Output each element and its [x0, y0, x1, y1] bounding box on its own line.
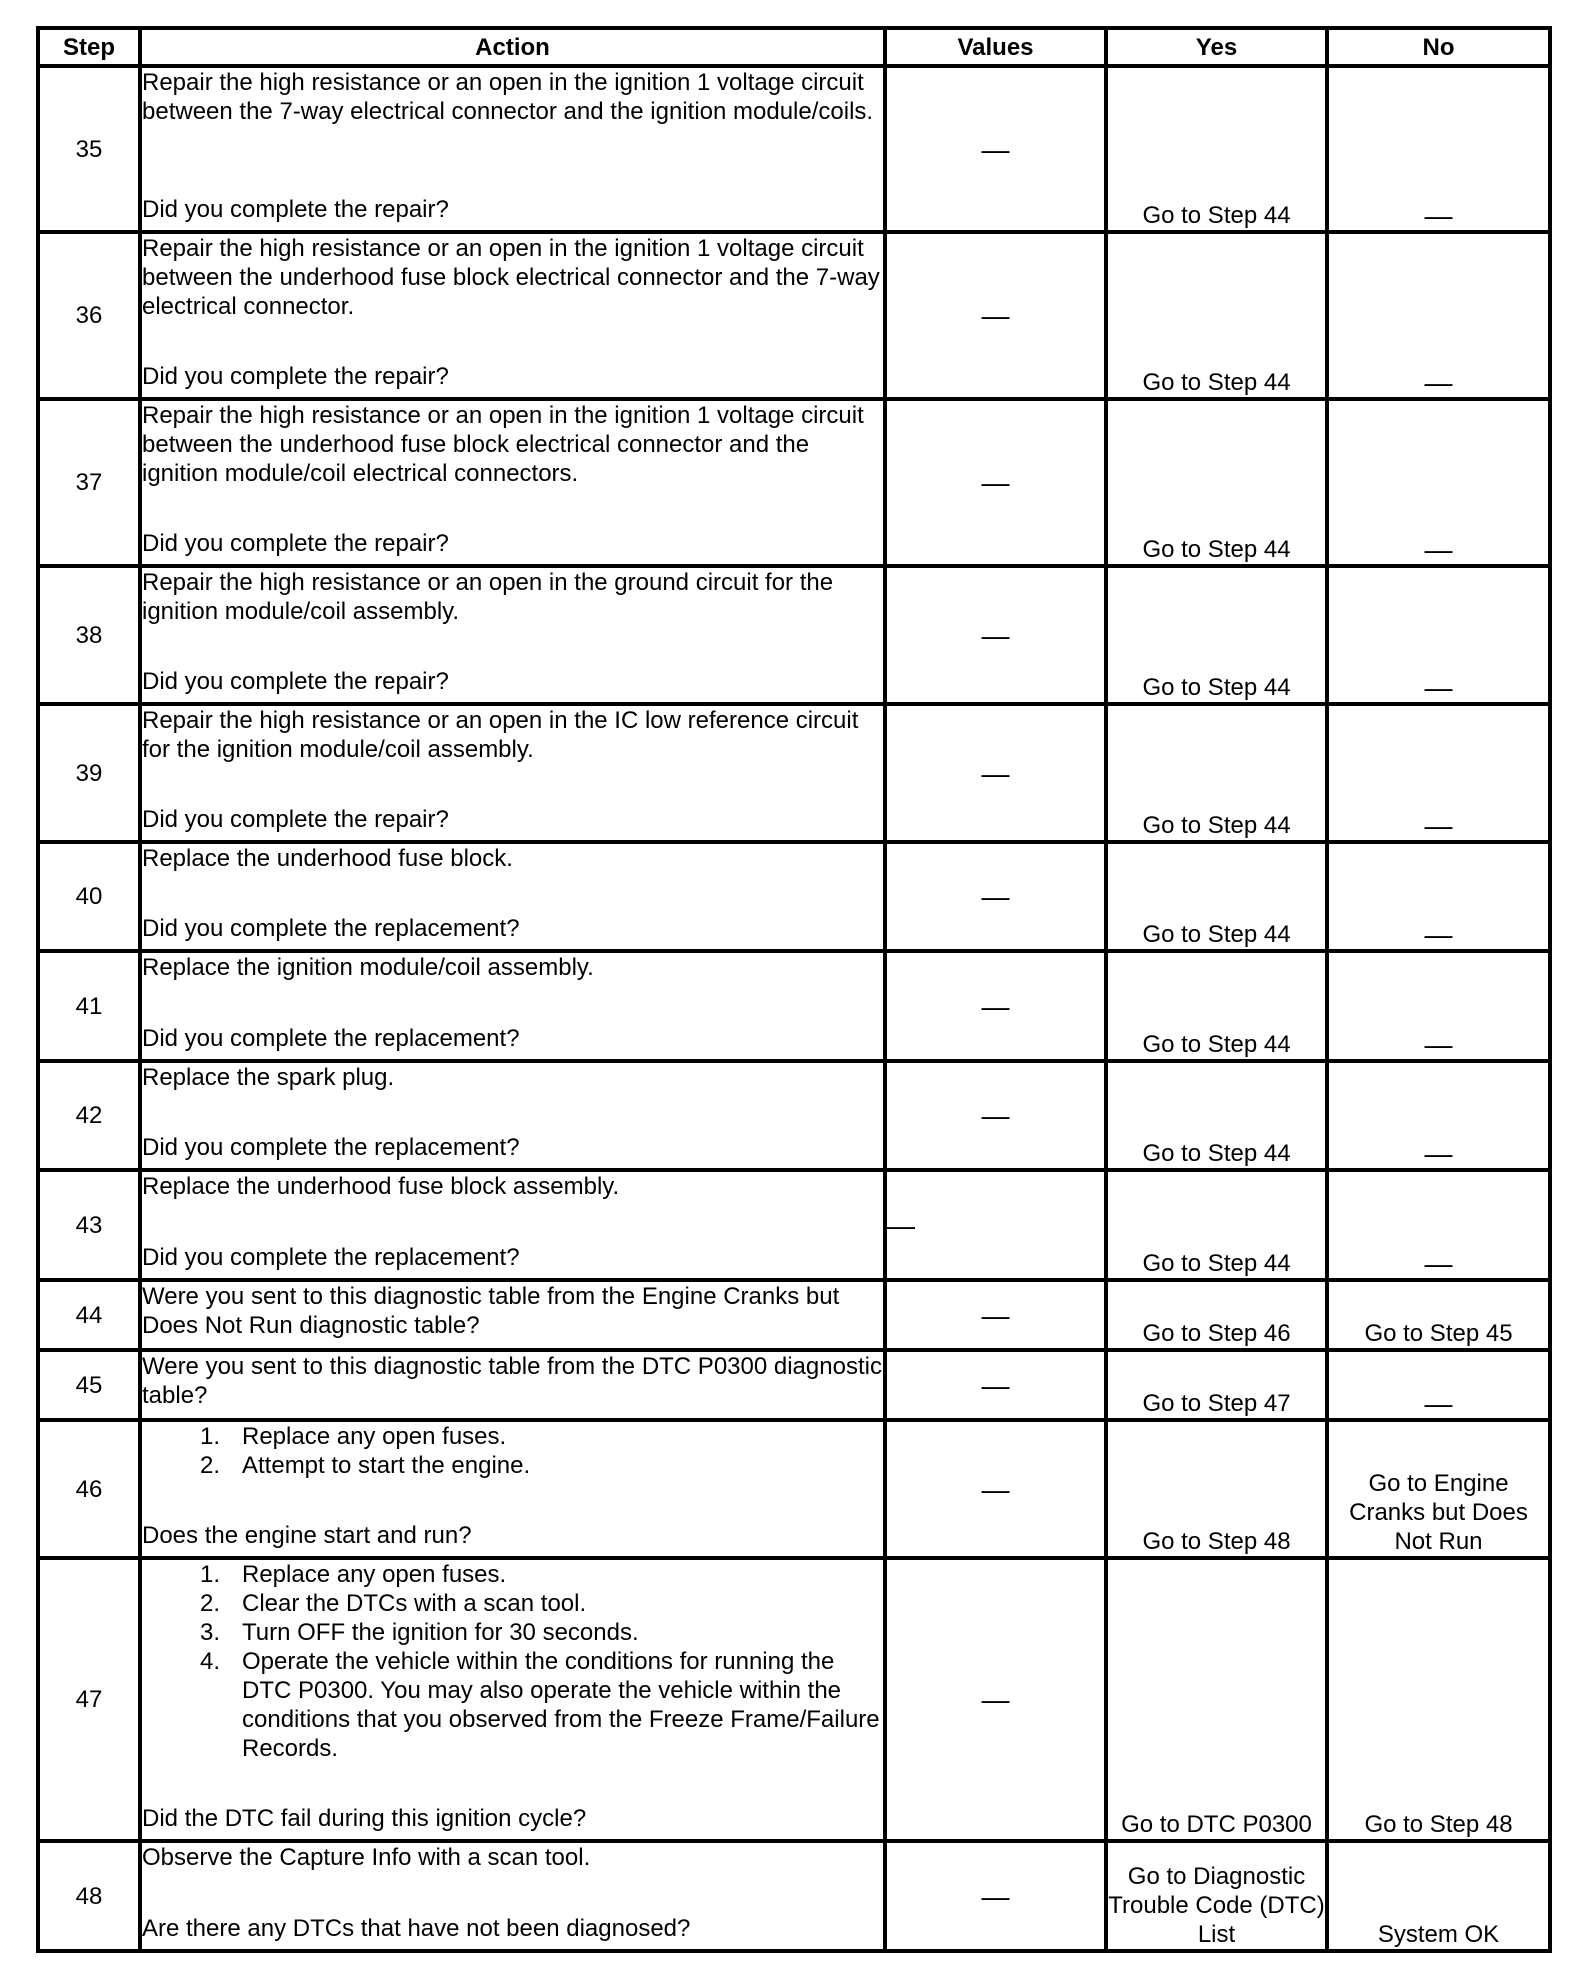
- step-number: 35: [38, 66, 140, 232]
- table-row: [38, 1170, 1550, 1280]
- action-question: Did you complete the repair?: [142, 196, 449, 223]
- table-row: [38, 842, 1550, 951]
- step-number: 47: [38, 1558, 140, 1841]
- step-number: 38: [38, 566, 140, 704]
- step-number: 42: [38, 1061, 140, 1170]
- diagnostic-table: [36, 26, 1552, 1953]
- header-yes: Yes: [1106, 28, 1327, 66]
- no-cell: System OK: [1327, 1841, 1550, 1951]
- action-cell: [140, 1280, 885, 1350]
- list-item: [142, 1589, 883, 1618]
- action-cell: [140, 842, 885, 951]
- action-question: Did you complete the repair?: [142, 668, 449, 695]
- values-cell: —: [885, 1350, 1106, 1420]
- no-cell: —: [1327, 1350, 1550, 1420]
- values-cell: —: [885, 1558, 1106, 1841]
- yes-cell: Go to Step 44: [1106, 566, 1327, 704]
- list-item-number: 4.: [199, 1648, 220, 1675]
- action-instruction: Repair the high resistance or an open in the ignition 1 voltage circuit between the underhood fuse block electrical connector and the ignition module/coil electrical connectors.: [142, 402, 864, 487]
- list-item-number: 2.: [199, 1590, 220, 1617]
- list-item-text: Clear the DTCs with a scan tool.: [242, 1590, 587, 1617]
- step-number: 46: [38, 1420, 140, 1558]
- table-row: [38, 232, 1550, 399]
- yes-cell: Go to Step 48: [1106, 1420, 1327, 1558]
- action-question: Did you complete the replacement?: [142, 1134, 520, 1161]
- action-instruction: Repair the high resistance or an open in the ignition 1 voltage circuit between the underhood fuse block electrical connector and the 7-way electrical connector.: [142, 235, 880, 320]
- values-cell: —: [885, 1061, 1106, 1170]
- yes-cell: Go to DTC P0300: [1106, 1558, 1327, 1841]
- table-row: [38, 704, 1550, 842]
- action-question: Did you complete the repair?: [142, 530, 449, 557]
- action-instruction: Were you sent to this diagnostic table from the DTC P0300 diagnostic table?: [142, 1353, 882, 1409]
- action-instruction: Replace the ignition module/coil assembly.: [142, 954, 594, 981]
- header-row: [38, 28, 1550, 66]
- yes-cell: Go to Step 46: [1106, 1280, 1327, 1350]
- list-item-number: 3.: [199, 1619, 220, 1646]
- list-item-text: Operate the vehicle within the conditions for running the DTC P0300. You may also operate the vehicle within the conditions that you observed from the Freeze Frame/Failure Records.: [242, 1648, 880, 1762]
- action-instruction: Replace the underhood fuse block assembly.: [142, 1173, 620, 1200]
- table-row: [38, 1558, 1550, 1841]
- yes-cell: Go to Step 44: [1106, 1170, 1327, 1280]
- action-question: Did you complete the replacement?: [142, 915, 520, 942]
- action-instruction: Replace the underhood fuse block.: [142, 845, 513, 872]
- values-cell: —: [885, 66, 1106, 232]
- header-action: Action: [140, 28, 885, 66]
- yes-cell: Go to Step 44: [1106, 232, 1327, 399]
- values-cell: —: [885, 566, 1106, 704]
- list-item: [142, 1618, 883, 1647]
- list-item: [142, 1451, 883, 1480]
- action-cell: [140, 951, 885, 1061]
- list-item-text: Turn OFF the ignition for 30 seconds.: [242, 1619, 639, 1646]
- list-item-number: 2.: [199, 1452, 220, 1479]
- list-item-text: Replace any open fuses.: [242, 1423, 507, 1450]
- no-cell: Go to Engine Cranks but Does Not Run: [1327, 1420, 1550, 1558]
- action-cell: [140, 1170, 885, 1280]
- step-number: 36: [38, 232, 140, 399]
- list-item-number: 1.: [199, 1423, 220, 1450]
- action-question: Are there any DTCs that have not been diagnosed?: [142, 1915, 691, 1942]
- yes-cell: Go to Diagnostic Trouble Code (DTC) List: [1106, 1841, 1327, 1951]
- values-cell: —: [885, 842, 1106, 951]
- action-cell: [140, 1350, 885, 1420]
- list-item-text: Replace any open fuses.: [242, 1561, 507, 1588]
- values-cell: —: [885, 704, 1106, 842]
- no-cell: —: [1327, 66, 1550, 232]
- action-cell: [140, 704, 885, 842]
- yes-cell: Go to Step 44: [1106, 1061, 1327, 1170]
- values-cell: —: [885, 1280, 1106, 1350]
- action-question: Did the DTC fail during this ignition cycle?: [142, 1805, 587, 1832]
- no-cell: —: [1327, 704, 1550, 842]
- list-item: [142, 1422, 883, 1451]
- step-number: 41: [38, 951, 140, 1061]
- action-question: Did you complete the repair?: [142, 363, 449, 390]
- action-cell: [140, 399, 885, 566]
- step-number: 37: [38, 399, 140, 566]
- header-no: No: [1327, 28, 1550, 66]
- action-cell: [140, 1558, 885, 1841]
- no-cell: —: [1327, 1061, 1550, 1170]
- no-cell: —: [1327, 399, 1550, 566]
- step-number: 45: [38, 1350, 140, 1420]
- yes-cell: Go to Step 44: [1106, 66, 1327, 232]
- no-cell: —: [1327, 842, 1550, 951]
- header-values: Values: [885, 28, 1106, 66]
- step-number: 48: [38, 1841, 140, 1951]
- action-cell: [140, 66, 885, 232]
- action-cell: [140, 1061, 885, 1170]
- values-cell: —: [885, 1170, 1106, 1280]
- step-number: 43: [38, 1170, 140, 1280]
- table-row: [38, 1350, 1550, 1420]
- no-cell: —: [1327, 1170, 1550, 1280]
- values-cell: —: [885, 1420, 1106, 1558]
- table-row: [38, 1061, 1550, 1170]
- list-item: [142, 1560, 883, 1589]
- table-row: [38, 1280, 1550, 1350]
- action-steps-list: [142, 1422, 883, 1480]
- table-row: [38, 66, 1550, 232]
- action-instruction: Were you sent to this diagnostic table from the Engine Cranks but Does Not Run diagnostic table?: [142, 1283, 840, 1339]
- step-number: 39: [38, 704, 140, 842]
- step-number: 44: [38, 1280, 140, 1350]
- step-number: 40: [38, 842, 140, 951]
- values-cell: —: [885, 951, 1106, 1061]
- yes-cell: Go to Step 44: [1106, 399, 1327, 566]
- yes-cell: Go to Step 44: [1106, 951, 1327, 1061]
- action-instruction: Observe the Capture Info with a scan tool.: [142, 1844, 591, 1871]
- action-instruction: Repair the high resistance or an open in the ignition 1 voltage circuit between the 7-way electrical connector and the ignition module/coils.: [142, 69, 874, 125]
- table-row: [38, 1420, 1550, 1558]
- values-cell: —: [885, 232, 1106, 399]
- action-instruction: Repair the high resistance or an open in the IC low reference circuit for the ignition module/coil assembly.: [142, 707, 859, 763]
- no-cell: Go to Step 48: [1327, 1558, 1550, 1841]
- list-item-number: 1.: [199, 1561, 220, 1588]
- action-cell: [140, 1841, 885, 1951]
- yes-cell: Go to Step 44: [1106, 704, 1327, 842]
- action-question: Does the engine start and run?: [142, 1522, 472, 1549]
- no-cell: —: [1327, 566, 1550, 704]
- list-item: [142, 1647, 883, 1763]
- action-cell: [140, 566, 885, 704]
- action-question: Did you complete the replacement?: [142, 1244, 520, 1271]
- values-cell: —: [885, 1841, 1106, 1951]
- action-cell: [140, 1420, 885, 1558]
- header-step: Step: [38, 28, 140, 66]
- table-row: [38, 951, 1550, 1061]
- table-row: [38, 1841, 1550, 1951]
- no-cell: —: [1327, 232, 1550, 399]
- values-cell: —: [885, 399, 1106, 566]
- table-row: [38, 399, 1550, 566]
- yes-cell: Go to Step 44: [1106, 842, 1327, 951]
- yes-cell: Go to Step 47: [1106, 1350, 1327, 1420]
- action-question: Did you complete the repair?: [142, 806, 449, 833]
- action-instruction: Replace the spark plug.: [142, 1064, 395, 1091]
- action-instruction: Repair the high resistance or an open in the ground circuit for the ignition module/coil assembly.: [142, 569, 834, 625]
- action-question: Did you complete the replacement?: [142, 1025, 520, 1052]
- action-cell: [140, 232, 885, 399]
- no-cell: —: [1327, 951, 1550, 1061]
- action-steps-list: [142, 1560, 883, 1763]
- table-row: [38, 566, 1550, 704]
- list-item-text: Attempt to start the engine.: [242, 1452, 531, 1479]
- no-cell: Go to Step 45: [1327, 1280, 1550, 1350]
